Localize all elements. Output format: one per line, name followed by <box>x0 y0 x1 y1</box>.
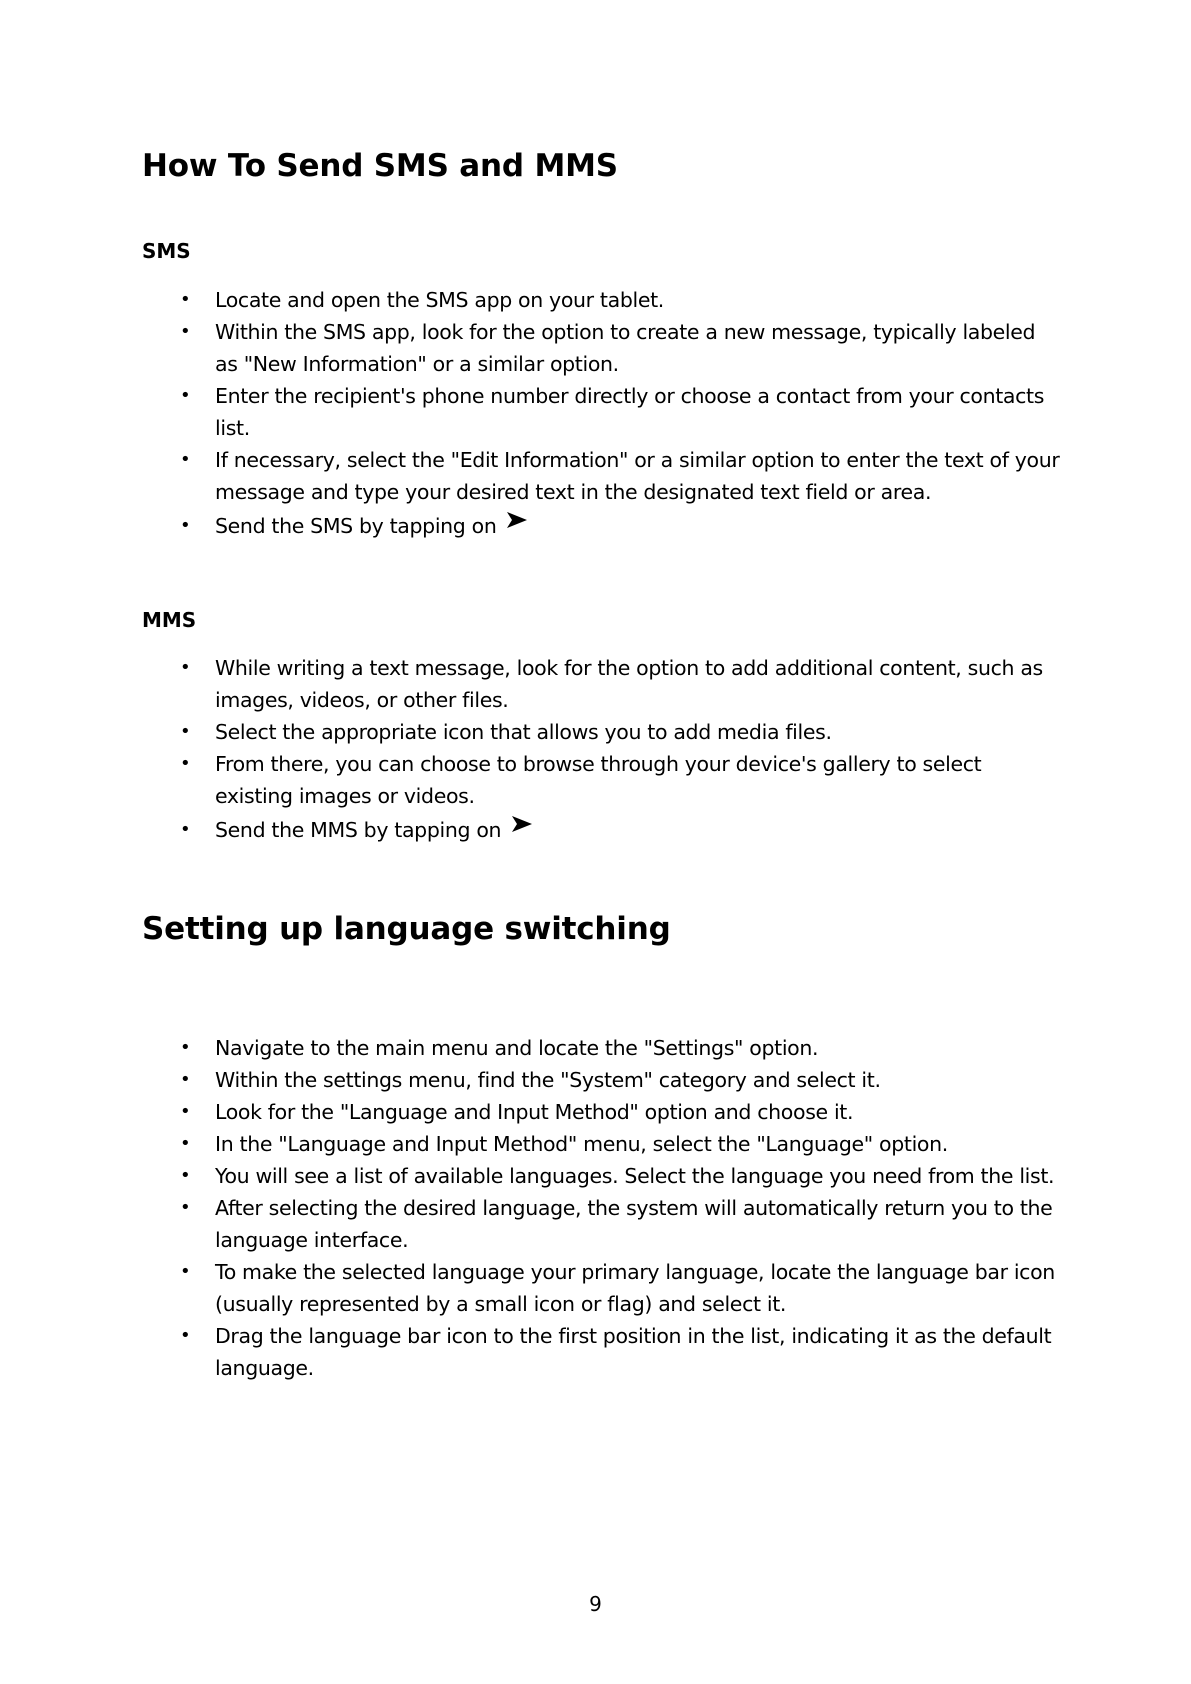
list-item: • Send the SMS by tapping on <box>142 510 1062 542</box>
list-item: • You will see a list of available languages. Select the language you need from the list. <box>180 1164 1055 1188</box>
list-item: • While writing a text message, look for the option to add additional content, such as images, videos, or other files. <box>180 656 1043 712</box>
list-item: • Look for the "Language and Input Method" option and choose it. <box>180 1100 854 1124</box>
list-item: • Select the appropriate icon that allows you to add media files. <box>180 720 832 744</box>
list-item: • Within the settings menu, find the "System" category and select it. <box>180 1068 881 1092</box>
sms-heading: SMS <box>142 239 191 263</box>
mms-heading: MMS <box>142 608 197 632</box>
language-list <box>142 1032 1062 1384</box>
sms-mms-title: How To Send SMS and MMS <box>142 148 618 184</box>
page-number: 9 <box>589 1592 602 1616</box>
sms-list <box>142 284 1062 542</box>
list-item: • From there, you can choose to browse through your device's gallery to select existing images or videos. <box>180 752 982 808</box>
list-item: • Enter the recipient's phone number directly or choose a contact from your contacts list. <box>180 384 1045 440</box>
list-item: • Within the SMS app, look for the option to create a new message, typically labeled as "New Information" or a similar option. <box>180 320 1036 376</box>
send-arrow-icon <box>511 810 533 842</box>
list-item: • In the "Language and Input Method" menu, select the "Language" option. <box>180 1132 948 1156</box>
send-arrow-icon <box>506 506 528 538</box>
list-item: • If necessary, select the "Edit Information" or a similar option to enter the text of your message and type your desired text in the designated text field or area. <box>180 448 1060 504</box>
list-item: • After selecting the desired language, the system will automatically return you to the language interface. <box>180 1196 1053 1252</box>
mms-list <box>142 652 1062 846</box>
list-item: • To make the selected language your primary language, locate the language bar icon (usually represented by a small icon or flag) and select it. <box>180 1260 1055 1316</box>
list-item: • Drag the language bar icon to the first position in the list, indicating it as the default language. <box>180 1324 1052 1380</box>
list-item: • Navigate to the main menu and locate the "Settings" option. <box>180 1036 819 1060</box>
list-item: • Locate and open the SMS app on your tablet. <box>180 288 664 312</box>
language-title: Setting up language switching <box>142 911 671 947</box>
list-item: • Send the MMS by tapping on <box>142 814 1062 846</box>
